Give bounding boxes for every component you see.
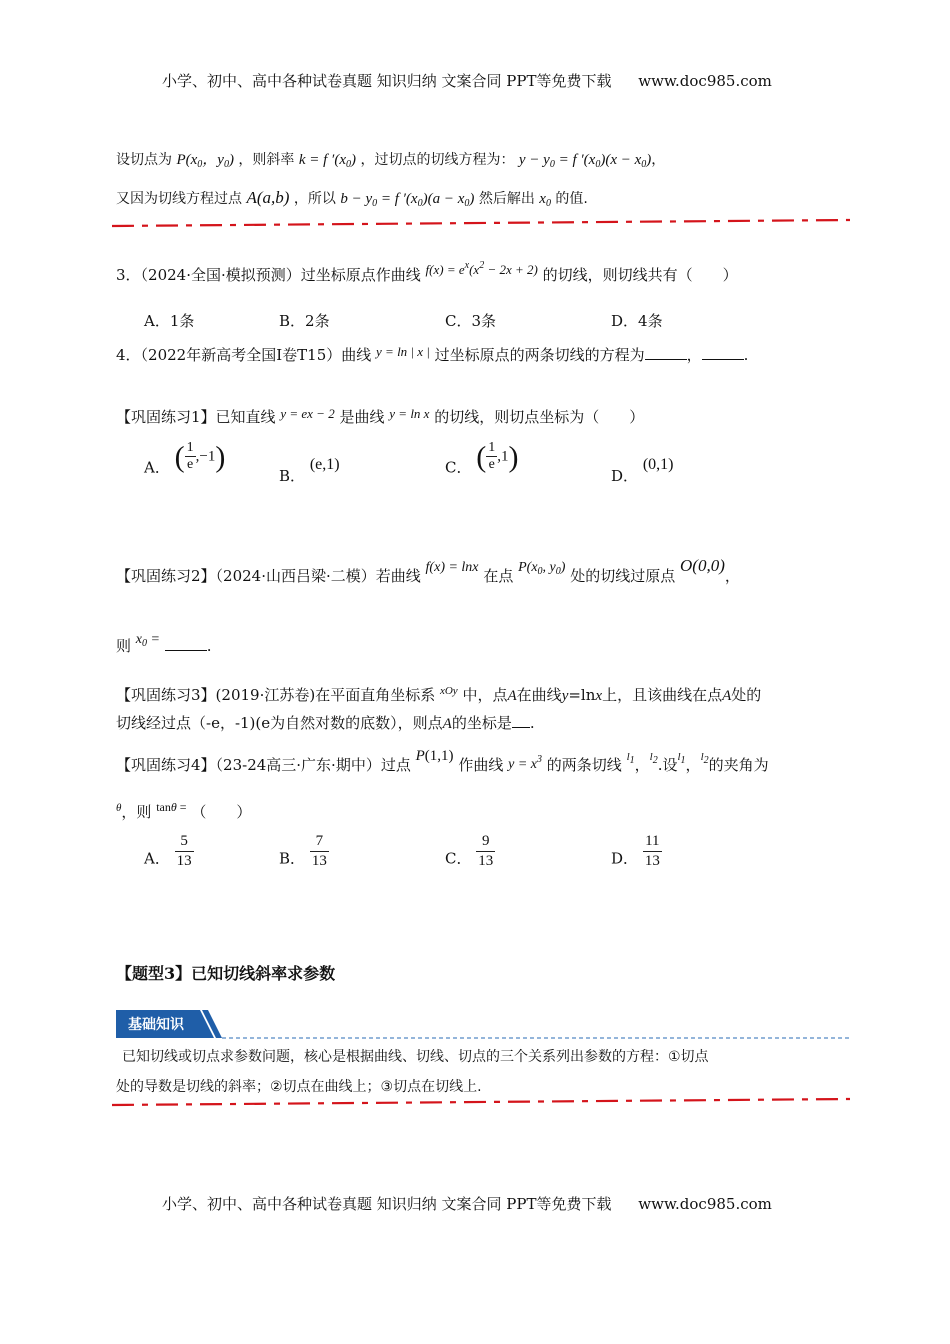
divider-red-2 (112, 1096, 852, 1108)
p1-option-b[interactable]: B． (e,1) (279, 456, 340, 485)
basics-tag: 基础知识 (128, 1017, 184, 1033)
p4-option-c[interactable]: C． $\frac{9}{13}$ (445, 833, 494, 869)
practice-3-line-2: 切线经过点（-e，-1)(e为自然对数的底数），则点A的坐标是 . (116, 714, 535, 732)
answer-blank-2[interactable] (702, 345, 744, 360)
math-point-a: A(a,b) (246, 188, 290, 207)
section-title-type-3: 【题型3】已知切线斜率求参数 (116, 964, 336, 983)
p1-option-c[interactable]: C． ( $\frac{1}{e}$ ,1) (445, 440, 519, 477)
math-ln-abs: y = ln | x | (376, 344, 430, 359)
header-site: www.doc985.com (638, 72, 772, 90)
practice-4-line-2: $^\theta$，则 $^{tan\theta =}$ （ ） (116, 800, 252, 821)
practice-2: 【巩固练习2】（2024·山西吕梁·二模）若曲线 f(x) = lnx 在点 $P(x_0$, $y_0$) 处的切线过原点 O(0,0)， (116, 556, 740, 585)
answer-blank-3[interactable] (165, 636, 207, 651)
math-point-p: $P(x_0$，$y_0$) (176, 152, 234, 170)
method-line-2: 又因为切线方程过点 A(a,b) ，所以 $b - y_0 = f$ $'(x_0)(a - x_0)$ 然后解出 $x_0$ 的值. (116, 188, 588, 209)
footer-text: 小学、初中、高中各种试卷真题 知识归纳 文案合同 PPT等免费下载 (162, 1195, 612, 1213)
q3-option-b[interactable]: B．2条 (279, 312, 330, 330)
p1-option-a[interactable]: A． ( $\frac{1}{e}$ ,−1) (144, 440, 226, 477)
practice-2-answer: 则 $x_0$ = . (116, 632, 212, 655)
header-text: 小学、初中、高中各种试卷真题 知识归纳 文案合同 PPT等免费下载 (162, 72, 612, 90)
answer-blank-1[interactable] (645, 345, 687, 360)
q3-option-d[interactable]: D．4条 (611, 312, 663, 330)
p4-option-b[interactable]: B． $\frac{7}{13}$ (279, 833, 327, 869)
question-3: 3．（2024·全国·模拟预测）过坐标原点作曲线 $f(x) = e^x(x^2 - 2x + 2)$ 的切线，则切线共有（ ） (116, 260, 738, 284)
practice-1: 【巩固练习1】已知直线 y = ex − 2 是曲线 y = ln x 的切线，则切点坐标为（ ） (116, 406, 645, 426)
page-footer (162, 1193, 772, 1214)
practice-4: 【巩固练习4】（23-24高三·广东·期中）过点 P(1,1) 作曲线 $y = x^3$ 的两条切线 $^{l1}$，$^{l2}$.设$^{l1}$，$^{l2}$的夹角为 (116, 748, 769, 774)
basics-line-1: 已知切线或切点求参数问题，核心是根据曲线、切线、切点的三个关系列出参数的方程：①切点 (122, 1049, 709, 1065)
divider-red-1 (112, 218, 852, 230)
math-slope: k = f $'(x_0)$ (298, 152, 356, 170)
p4-option-a[interactable]: A． $\frac{5}{13}$ (144, 833, 192, 869)
question-4: 4．（2022年新高考全国Ⅰ卷T15）曲线 y = ln | x | 过坐标原点的两条切线的方程为 ， . (116, 344, 749, 364)
basics-tag-shape (114, 1008, 854, 1042)
page-header (162, 70, 772, 91)
math-tangent-eq: $y - y_0 = f$ $'(x_0)(x - x_0)$ (518, 152, 652, 170)
basics-line-2: 处的导数是切线的斜率；②切点在曲线上；③切点在切线上. (116, 1079, 482, 1095)
practice-3: 【巩固练习3】(2019·江苏卷)在平面直角坐标系 $^{xOy}$ 中，点A在曲线y=lnx上，且该曲线在点A处的 (116, 685, 762, 704)
method-line-1: 设切点为 $P(x_0$，$y_0$) ，则斜率 k = f $'(x_0)$ ，过切点的切线方程为： $y - y_0 = f$ $'(x_0)(x - x_0)$， (116, 152, 666, 170)
math-f-exp: $f(x) = e^x(x^2 - 2x + 2)$ (425, 260, 538, 277)
p1-option-d[interactable]: D． (0,1) (611, 456, 674, 485)
footer-site: www.doc985.com (638, 1195, 772, 1213)
math-equation: $b - y_0 = f$ $'(x_0)(a - x_0)$ (340, 191, 475, 209)
q3-option-c[interactable]: C．3条 (445, 312, 497, 330)
answer-blank-4[interactable] (512, 713, 530, 728)
q3-option-a[interactable]: A．1条 (144, 312, 195, 330)
p4-option-d[interactable]: D． $\frac{11}{13}$ (611, 833, 660, 869)
